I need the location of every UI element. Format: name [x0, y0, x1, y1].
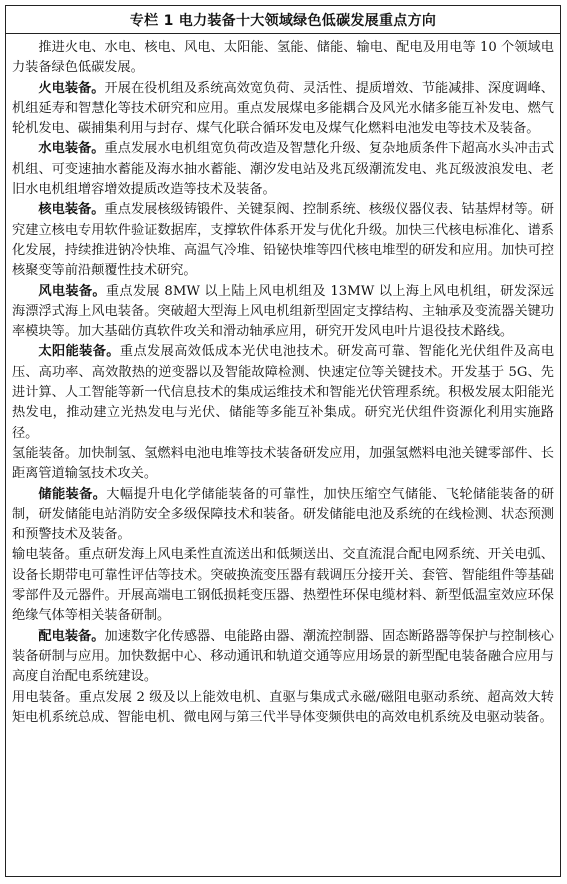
section-text: 重点发展 8MW 以上陆上风电机组及 13MW 以上海上风电机组，研发深远海漂浮式海上风电装备。突破超大型海上风电机组新型固定支撑结构、主轴承及变流器关键功率模块等。加大基础仿真软件攻关和滑动轴承应用，研究开发风电叶片退役技术路线。	[12, 283, 554, 340]
section-hydro-power	[12, 139, 554, 200]
section-heading: 储能装备。	[38, 486, 107, 502]
section-text: 氢能装备。加快制氢、氢燃料电池电堆等技术装备研发应用，加强氢燃料电池关键零部件、长距离管道输氢技术攻关。	[12, 445, 554, 482]
section-transmission	[12, 545, 554, 626]
section-text: 重点发展水电机组宽负荷改造及智慧化升级、复杂地质条件下超高水头冲击式机组、可变速抽水蓄能及海水抽水蓄能、潮汐发电站及兆瓦级潮流发电、兆瓦级波浪发电、老旧水电机组增容增效提质改造等技术及装备。	[12, 141, 554, 198]
section-text: 用电装备。重点发展 2 级及以上能效电机、直驱与集成式永磁/磁阻电驱动系统、超高效大转矩电机系统总成、智能电机、微电网与第三代半导体变频供电的高效电机系统及电驱动装备。	[12, 689, 554, 725]
section-text: 重点发展核级铸锻件、关键泵阀、控制系统、核级仪器仪表、钴基焊材等。研究建立核电专用软件验证数据库，支撑软件体系开发与优化升级。加快三代核电标准化、谱系化发展，持续推进钠冷快堆、高温气冷堆、铅铋快堆等四代核电堆型的研发和应用。加快可控核聚变等前沿颠覆性技术研究。	[12, 202, 554, 279]
section-wind-power	[12, 282, 554, 343]
feature-box	[5, 5, 561, 877]
section-heading: 配电装备。	[38, 628, 105, 644]
section-solar	[12, 342, 554, 443]
section-heading: 火电装备。	[38, 80, 105, 96]
section-text: 开展在役机组及系统高效宽负荷、灵活性、提质增效、节能减排、深度调峰、机组延寿和智慧化等技术研究和应用。重点发展煤电多能耦合及风光水储多能互补发电、燃气轮机发电、碳捕集利用与封存、煤气化联合循环发电及煤气化燃料电池发电等技术及装备。	[12, 80, 554, 137]
section-text: 大幅提升电化学储能装备的可靠性，加快压缩空气储能、飞轮储能装备的研制，研发储能电站消防安全多级保障技术和装备。研发储能电池及系统的在线检测、状态预测和预警技术及装备。	[12, 486, 555, 543]
section-text: 输电装备。重点研发海上风电柔性直流送出和低频送出、交直流混合配电网系统、开关电弧、设备长期带电可靠性评估等技术。突破换流变压器有载调压分接开关、套管、智能组件等基础零部件及元器件。开展高端电工钢低损耗变压器、热塑性环保电缆材料、新型低温室效应环保绝缘气体等相关装备研制。	[12, 547, 554, 624]
section-heading: 太阳能装备。	[38, 344, 120, 360]
section-heading: 核电装备。	[38, 202, 105, 218]
section-energy-storage	[12, 485, 554, 546]
intro-paragraph: 推进火电、水电、核电、风电、太阳能、氢能、储能、输电、配电及用电等 10 个领域电力装备绿色低碳发展。	[12, 40, 554, 76]
section-electricity-use	[12, 688, 554, 729]
section-hydrogen	[12, 444, 554, 485]
section-text: 加速数字化传感器、电能路由器、潮流控制器、固态断路器等保护与控制核心装备研制与应用。加快数据中心、移动通讯和轨道交通等应用场景的新型配电装备融合应用与高度自治配电系统建设。	[12, 628, 554, 685]
section-text: 重点发展高效低成本光伏电池技术。研发高可靠、智能化光伏组件及高电压、高功率、高效散热的逆变器以及智能故障检测、快速定位等关键技术。开发基于 5G、先进计算、人工智能等新一代信息技术的集成运维技术和智能光伏管理系统。积极发展太阳能光热发电，推动建立光热发电与光伏、储能等多能互补集成。研究光伏组件资源化利用实施路径。	[12, 344, 555, 441]
section-distribution	[12, 627, 554, 688]
section-thermal-power	[12, 79, 554, 140]
section-nuclear-power	[12, 200, 554, 281]
section-heading: 风电装备。	[38, 283, 106, 299]
box-content	[6, 34, 560, 728]
box-title: 专栏 1 电力装备十大领域绿色低碳发展重点方向	[6, 6, 560, 34]
section-heading: 水电装备。	[38, 141, 105, 157]
